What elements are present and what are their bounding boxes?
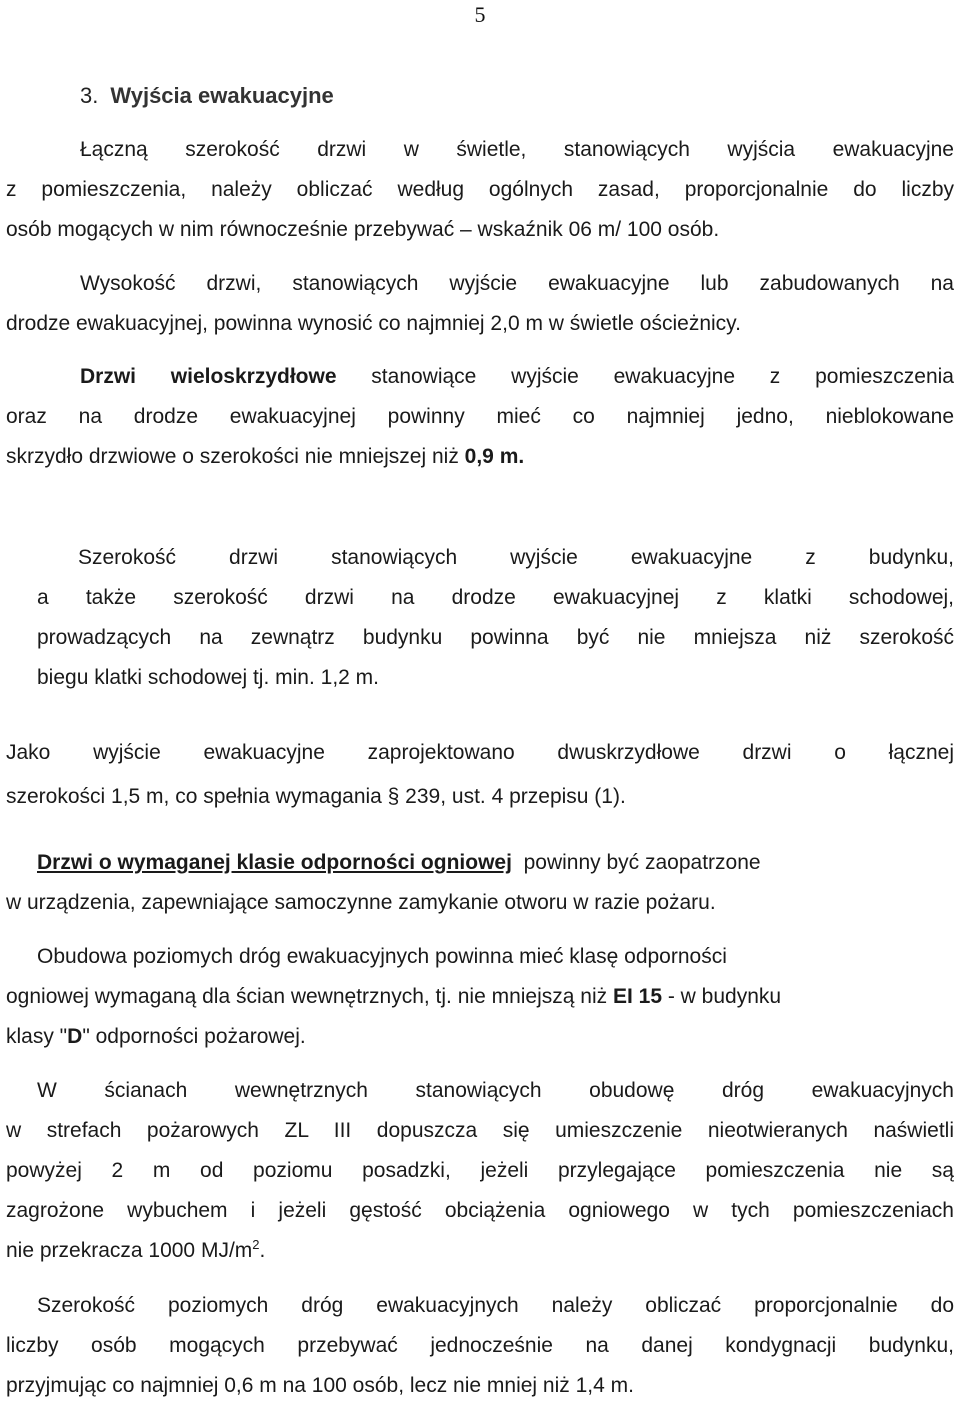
text-line: Szerokość poziomych dróg ewakuacyjnych należy obliczać proporcjonalnie do — [37, 1294, 954, 1317]
section-title: Wyjścia ewakuacyjne — [110, 83, 334, 108]
superscript: 2 — [252, 1237, 260, 1252]
text-line: klasy "D" odporności pożarowej. — [6, 1025, 306, 1048]
text-line: w urządzenia, zapewniające samoczynne zamykanie otworu w razie pożaru. — [6, 891, 716, 914]
text-line: prowadzących na zewnątrz budynku powinna być nie mniejsza niż szerokość — [37, 626, 954, 649]
bold-value: 0,9 m. — [464, 445, 525, 468]
text-line: Szerokość drzwi stanowiących wyjście ewakuacyjne z budynku, — [78, 546, 954, 569]
bold-class-letter: D — [67, 1025, 83, 1048]
page-number: 5 — [474, 2, 486, 27]
text-line: biegu klatki schodowej tj. min. 1,2 m. — [37, 666, 379, 689]
text-line: szerokości 1,5 m, co spełnia wymagania § 239, ust. 4 przepisu (1). — [6, 785, 626, 808]
text-line: osób mogących w nim równocześnie przebywać – wskaźnik 06 m/ 100 osób. — [6, 218, 720, 241]
text-line: powyżej 2 m od poziomu posadzki, jeżeli przylegające pomieszczenia nie są — [6, 1159, 954, 1182]
text-line: Wysokość drzwi, stanowiących wyjście ewakuacyjne lub zabudowanych na — [80, 272, 954, 295]
text-line: zagrożone wybuchem i jeżeli gęstość obciążenia ogniowego w tych pomieszczeniach — [6, 1199, 954, 1222]
paragraph-fire-doors — [0, 843, 960, 923]
text-line: z pomieszczenia, należy obliczać według ogólnych zasad, proporcjonalnie do liczby — [6, 178, 954, 201]
bold-class: EI 15 — [612, 985, 663, 1008]
text-line: nie przekracza 1000 $MJ/m^2$. — [6, 1237, 266, 1262]
text-line: drodze ewakuacyjnej, powinna wynosić co najmniej 2,0 m w świetle ościeżnicy. — [6, 312, 741, 335]
section-heading — [80, 83, 334, 109]
text-line: Jako wyjście ewakuacyjne zaprojektowano dwuskrzydłowe drzwi o łącznej — [6, 741, 954, 764]
bold-term: Drzwi wieloskrzydłowe — [80, 365, 337, 388]
paragraph-design-exit — [0, 733, 960, 817]
text-line: Drzwi o wymaganej klasie odporności ogniowej powinny być zaopatrzone — [37, 851, 761, 874]
text-line: oraz na drodze ewakuacyjnej powinny mieć co najmniej jedno, nieblokowane — [6, 405, 954, 428]
text-line: a także szerokość drzwi na drodze ewakuacyjnej z klatki schodowej, — [37, 586, 954, 609]
paragraph-door-height — [0, 264, 960, 344]
paragraph-walls — [0, 1071, 960, 1271]
paragraph-multi-leaf-doors — [0, 357, 960, 477]
paragraph-enclosure — [0, 937, 960, 1057]
section-number: 3. — [80, 83, 99, 108]
paragraph-corridor-width — [0, 1286, 960, 1406]
text-line: Obudowa poziomych dróg ewakuacyjnych powinna mieć klasę odporności — [37, 945, 727, 968]
text-line: przyjmując co najmniej 0,6 m na 100 osób, lecz nie mniej niż 1,4 m. — [6, 1374, 634, 1397]
text-line: Drzwi wieloskrzydłowe stanowiące wyjście ewakuacyjne z pomieszczenia — [80, 365, 954, 388]
text-line: ogniowej wymaganą dla ścian wewnętrznych, tj. nie mniejszą niż EI 15 - w budynku — [6, 985, 782, 1008]
text-line: Łączną szerokość drzwi w świetle, stanowiących wyjścia ewakuacyjne — [80, 138, 954, 161]
text-line: skrzydło drzwiowe o szerokości nie mniejszej niż 0,9 m. — [6, 445, 525, 468]
underlined-term: Drzwi o wymaganej klasie odporności ogniowej — [37, 851, 512, 874]
text-line: W ścianach wewnętrznych stanowiących obudowę dróg ewakuacyjnych — [37, 1079, 954, 1102]
text-line: liczby osób mogących przebywać jednocześnie na danej kondygnacji budynku, — [6, 1334, 954, 1357]
paragraph-exit-width — [0, 538, 960, 698]
text-line: w strefach pożarowych ZL III dopuszcza się umieszczenie nieotwieranych naświetli — [6, 1119, 954, 1142]
paragraph-door-width — [0, 130, 960, 250]
